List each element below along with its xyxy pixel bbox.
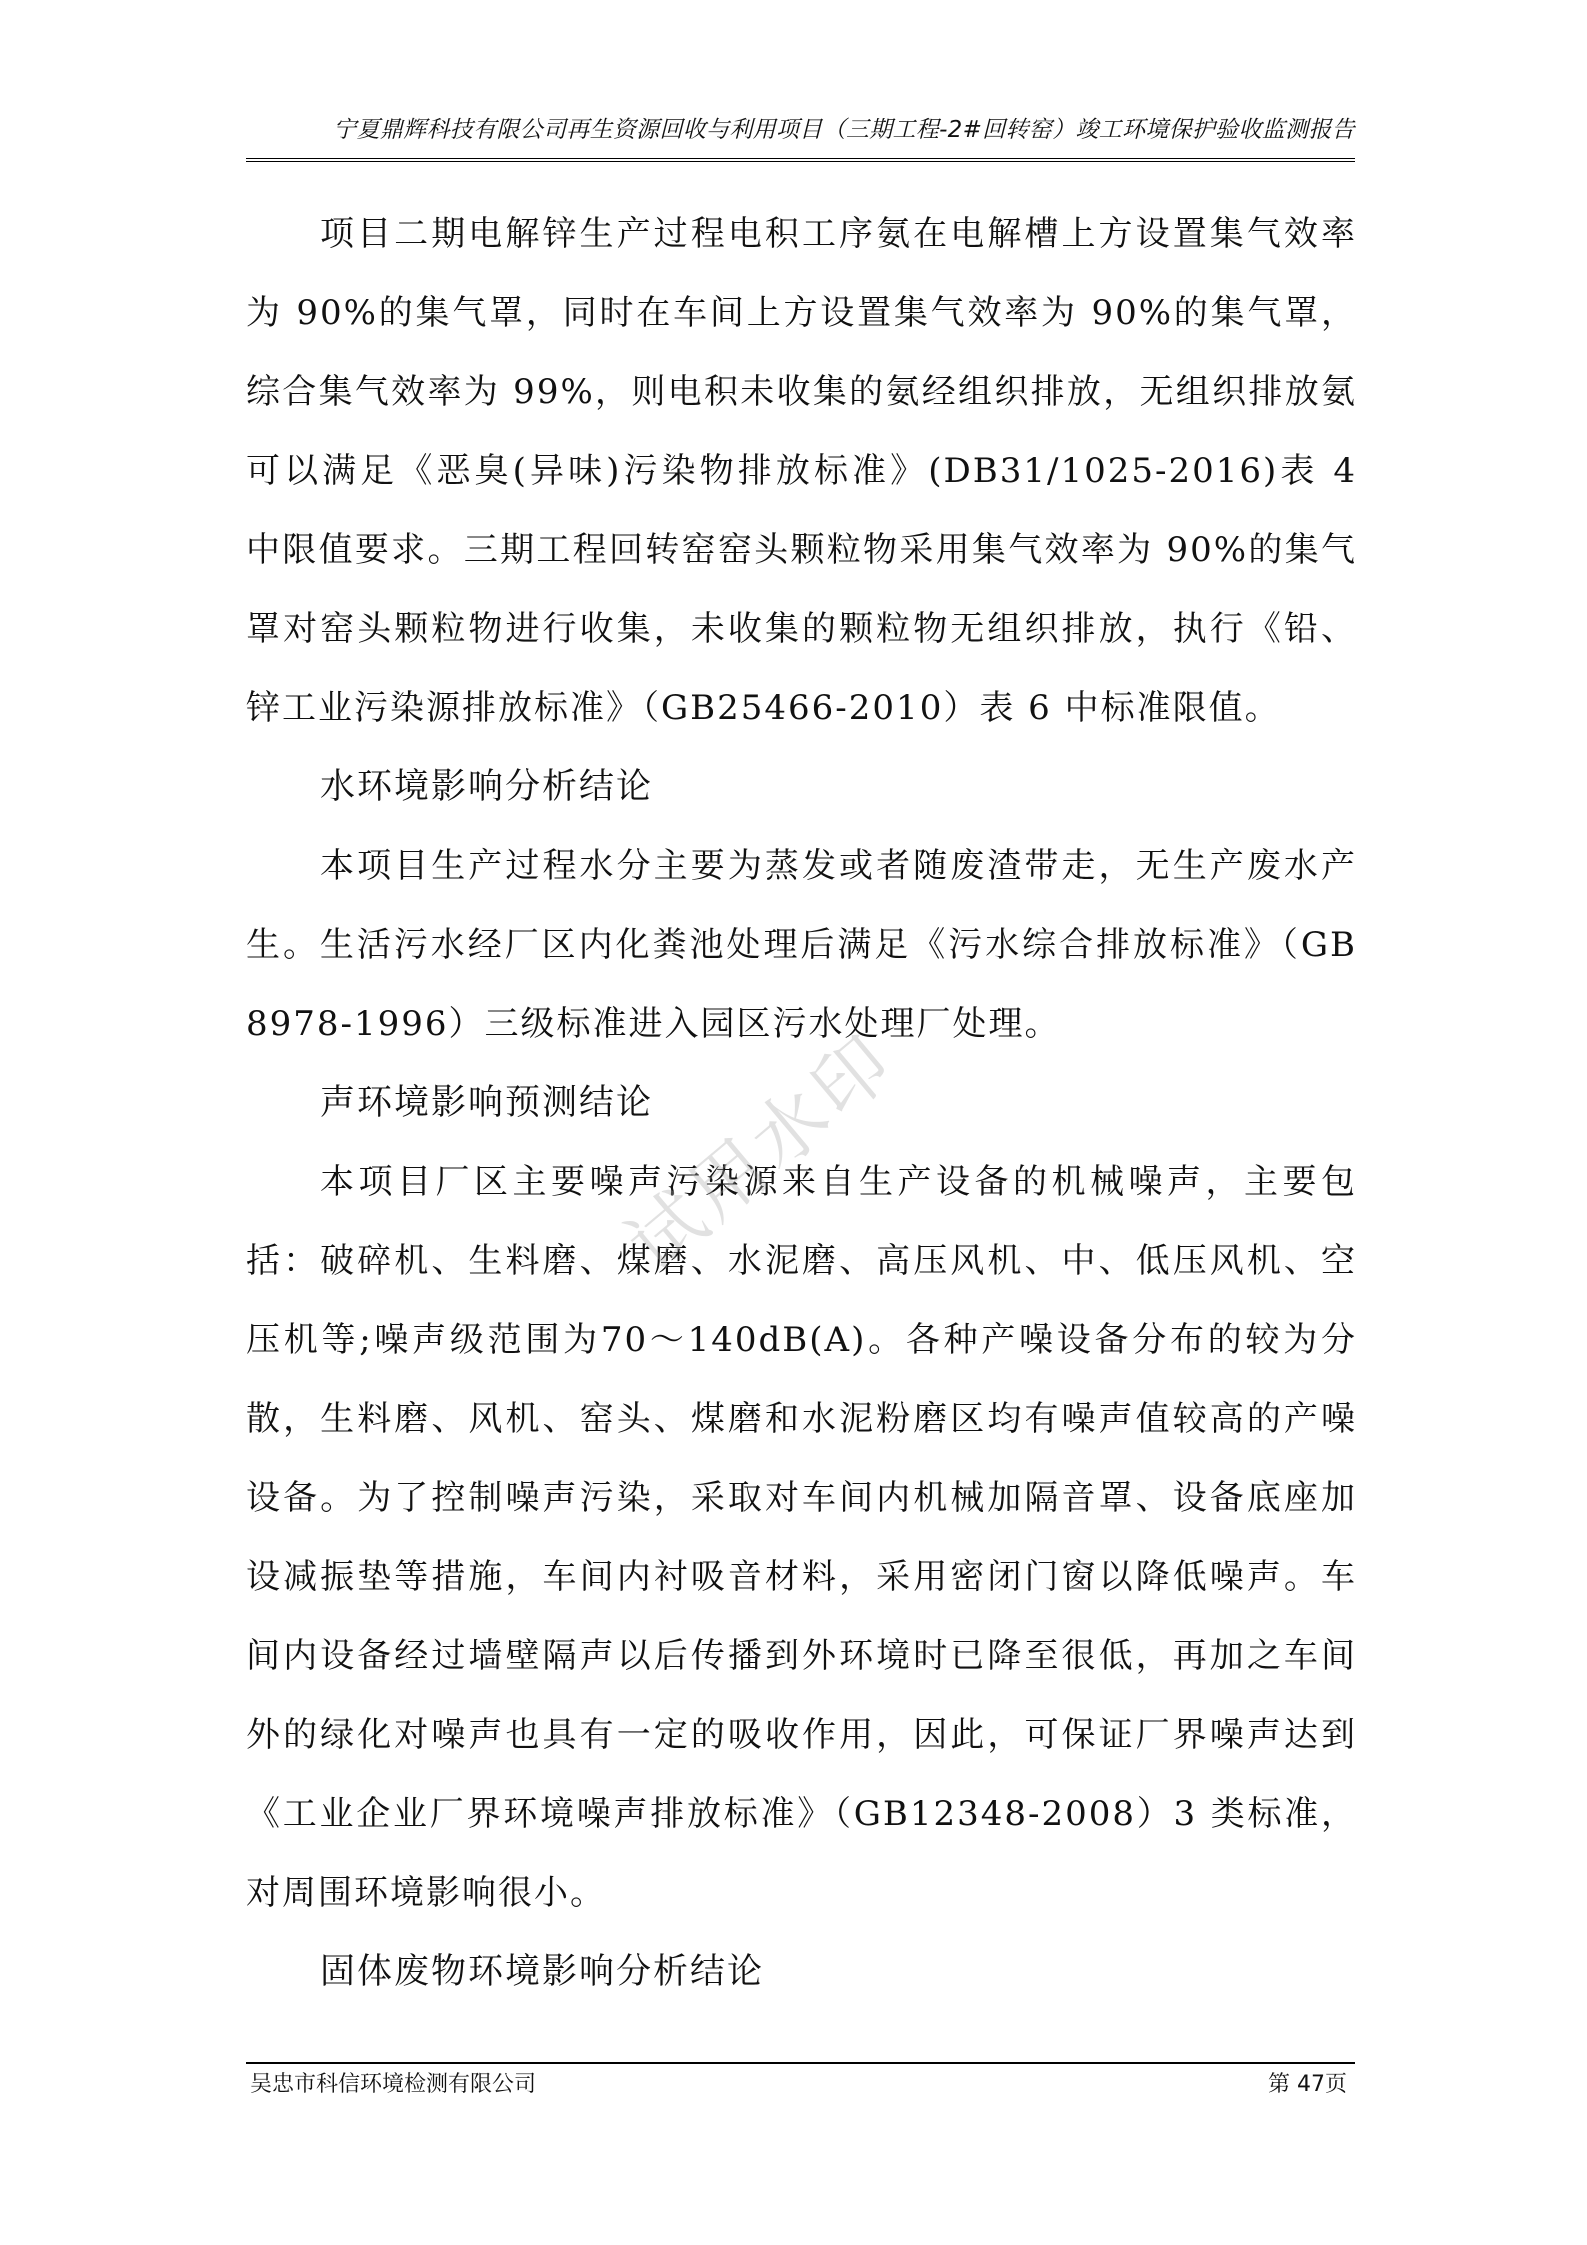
- water-impact-heading: 水环境影响分析结论: [320, 767, 654, 807]
- report-title: 宁夏鼎辉科技有限公司再生资源回收与利用项目（三期工程-2#回转窑）竣工环境保护验收监测报告: [333, 117, 1355, 143]
- footer-page-number: 第 47页: [1268, 2072, 1347, 2097]
- page-header: [246, 110, 1355, 162]
- footer-company-name: 吴忠市科信环境检测有限公司: [250, 2072, 537, 2097]
- air-impact-paragraph: 项目二期电解锌生产过程电积工序氨在电解槽上方设置集气效率为 90%的集气罩，同时在车间上方设置集气效率为 90%的集气罩，综合集气效率为 99%，则电积未收集的氨经组织排放，无组织排放氨可以满足《恶臭(异味)污染物排放标准》(DB31/1025-2016)表 4 中限值要求。三期工程回转窑窑头颗粒物采用集气效率为 90%的集气罩对窑头颗粒物进行收集，未收集的颗粒物无组织排放，执行《铅、锌工业污染源排放标准》（GB25466-2010）表 6 中标准限值。: [246, 214, 1357, 728]
- page-footer: [246, 2062, 1355, 2104]
- report-body: [246, 195, 1357, 2012]
- noise-impact-paragraph: 本项目厂区主要噪声污染源来自生产设备的机械噪声，主要包括：破碎机、生料磨、煤磨、水泥磨、高压风机、中、低压风机、空压机等;噪声级范围为70～140dB(A)。各种产噪设备分布的较为分散，生料磨、风机、窑头、煤磨和水泥粉磨区均有噪声值较高的产噪设备。为了控制噪声污染，采取对车间内机械加隔音罩、设备底座加设减振垫等措施，车间内衬吸音材料，采用密闭门窗以降低噪声。车间内设备经过墙壁隔声以后传播到外环境时已降至很低，再加之车间外的绿化对噪声也具有一定的吸收作用，因此，可保证厂界噪声达到《工业企业厂界环境噪声排放标准》（GB12348-2008）3 类标准，对周围环境影响很小。: [246, 1162, 1357, 1913]
- noise-impact-heading: 声环境影响预测结论: [320, 1083, 654, 1123]
- trial-watermark: 试用水印: [611, 1016, 913, 1289]
- solid-waste-heading: 固体废物环境影响分析结论: [320, 1952, 765, 1992]
- water-impact-paragraph: 本项目生产过程水分主要为蒸发或者随废渣带走，无生产废水产生。生活污水经厂区内化粪池处理后满足《污水综合排放标准》（GB 8978-1996）三级标准进入园区污水处理厂处理。: [246, 846, 1357, 1044]
